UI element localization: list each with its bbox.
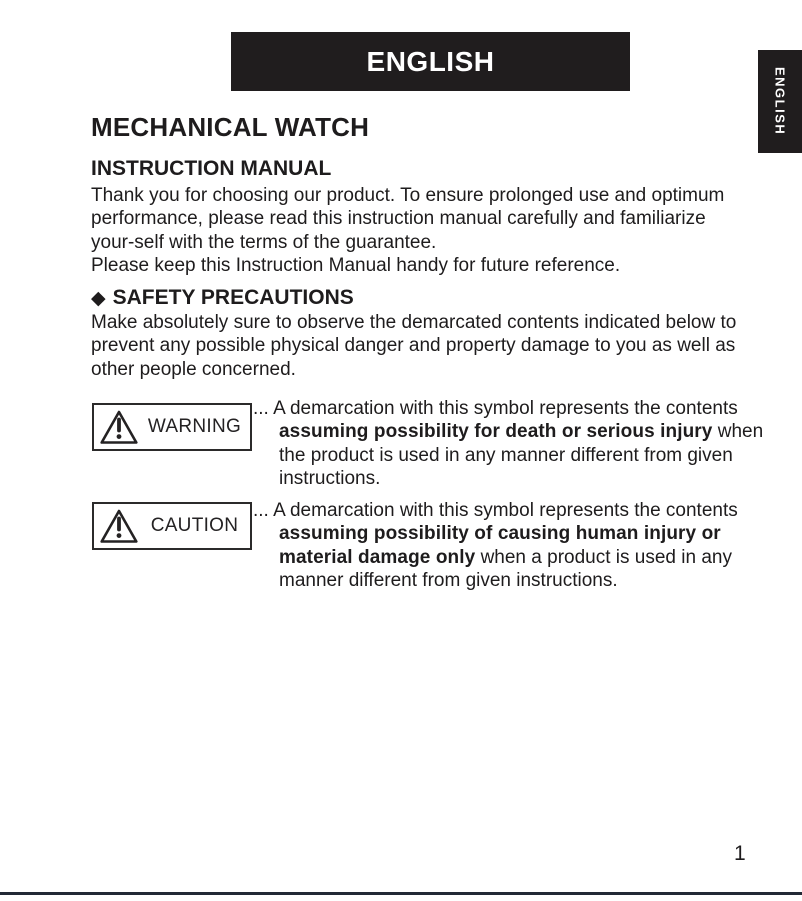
ellipsis-prefix: ... xyxy=(253,398,274,419)
warning-sign-box xyxy=(92,403,252,451)
warning-label: WARNING xyxy=(147,416,242,437)
caution-description xyxy=(253,499,777,592)
language-banner-label: ENGLISH xyxy=(366,45,495,77)
safety-heading-label: SAFETY PRECAUTIONS xyxy=(112,286,354,309)
section-heading-safety-precautions xyxy=(91,286,354,310)
page-title: MECHANICAL WATCH xyxy=(91,112,370,142)
caution-description-rest: when a product is used in any manner different from given instructions. xyxy=(279,546,732,591)
warning-description-lead: A demarcation with this symbol represents the contents xyxy=(273,398,738,419)
language-side-tab-label: ENGLISH xyxy=(772,67,788,136)
footer-rule xyxy=(0,892,802,895)
warning-triangle-icon xyxy=(99,409,139,446)
section-heading-instruction-manual: INSTRUCTION MANUAL xyxy=(91,157,332,180)
warning-description xyxy=(253,397,777,490)
caution-sign-box xyxy=(92,502,252,550)
warning-description-emphasis: assuming possibility for death or serious injury xyxy=(279,421,713,443)
warning-description-rest: when the product is used in any manner different from given instructions. xyxy=(279,421,764,489)
caution-label: CAUTION xyxy=(150,515,239,536)
ellipsis-prefix: ... xyxy=(253,500,274,521)
caution-description-emphasis: assuming possibility of causing human injury or material damage only xyxy=(279,523,721,568)
caution-description-lead: A demarcation with this symbol represents the contents xyxy=(273,500,738,521)
warning-triangle-icon xyxy=(99,508,139,545)
language-banner xyxy=(231,32,630,91)
intro-paragraphs xyxy=(91,184,751,278)
diamond-icon: ◆ xyxy=(91,287,106,309)
safety-intro-paragraph: Make absolutely sure to observe the demarcated contents indicated below to prevent any possible physical danger and property damage to you as well as other people concerned. xyxy=(91,312,737,380)
page-number: 1 xyxy=(734,842,746,865)
language-side-tab xyxy=(758,50,802,153)
intro-paragraph-2: Please keep this Instruction Manual handy for future reference. xyxy=(91,255,621,277)
intro-paragraph-1: Thank you for choosing our product. To ensure prolonged use and optimum performance, please read this instruction manual carefully and familiarize your-self with the terms of the guarantee. xyxy=(91,185,725,253)
